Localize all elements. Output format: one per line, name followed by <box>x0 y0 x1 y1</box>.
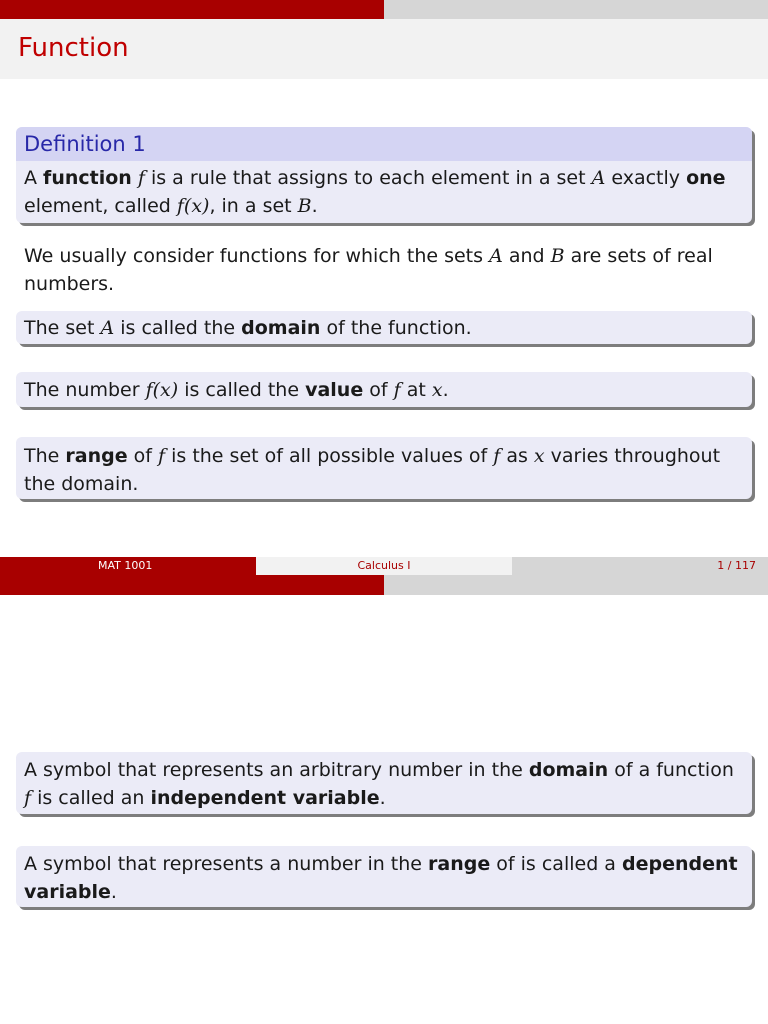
bold-range: range <box>65 445 128 467</box>
footer-title <box>256 557 512 575</box>
math-f: f <box>137 167 145 189</box>
footer-title-label: Calculus I <box>357 559 411 572</box>
page-title: Function <box>18 33 129 63</box>
math-x: x <box>431 379 443 401</box>
math-A: A <box>100 317 115 339</box>
math-A: A <box>489 245 503 267</box>
math-fx: f(x) <box>176 195 210 217</box>
text: A symbol that represents an arbitrary number in the <box>24 759 529 781</box>
footer-course <box>0 557 256 575</box>
text: . <box>379 787 386 809</box>
range-block <box>16 437 752 499</box>
value-block <box>16 372 752 407</box>
text: at <box>400 379 432 401</box>
bold-variable: variable <box>24 881 111 903</box>
text: The number <box>24 379 146 401</box>
footer-bar-red <box>0 575 384 595</box>
frame-title-bar <box>0 19 768 79</box>
dependent-variable-block <box>16 846 752 907</box>
text: numbers. <box>24 273 115 295</box>
text: The set <box>24 317 101 339</box>
footer-page <box>512 557 768 575</box>
bold-function: function <box>43 167 132 189</box>
text: of the function. <box>320 317 472 339</box>
math-B: B <box>297 195 312 217</box>
bold-one: one <box>686 167 726 189</box>
text: is called the <box>114 317 242 339</box>
bold-domain: domain <box>241 317 321 339</box>
bold-value: value <box>305 379 364 401</box>
bold-domain: domain <box>528 759 609 781</box>
text: is called the <box>178 379 306 401</box>
math-x: x <box>533 445 545 467</box>
bold-range: range <box>428 853 491 875</box>
top-bar <box>0 0 768 19</box>
text: We usually consider functions for which the sets <box>24 245 490 267</box>
domain-block <box>16 311 752 344</box>
math-f: f <box>493 445 501 467</box>
text: and <box>502 245 551 267</box>
definition-block <box>16 127 752 223</box>
slide-2 <box>0 595 768 1024</box>
text: . <box>311 195 318 217</box>
text: . <box>442 379 449 401</box>
text: varies throughout <box>544 445 721 467</box>
text: the domain. <box>24 473 139 495</box>
independent-body <box>16 752 752 818</box>
slide-footer <box>0 557 768 595</box>
text: element, called <box>24 195 177 217</box>
text: of <box>127 445 159 467</box>
top-bar-red <box>0 0 384 19</box>
range-body <box>16 437 752 504</box>
text: A <box>24 167 44 189</box>
dependent-body <box>16 846 752 912</box>
footer-bar-grey <box>384 575 768 595</box>
text: is the set of all possible values of <box>165 445 494 467</box>
footer-page-number: 1 / 117 <box>717 559 756 572</box>
math-A: A <box>591 167 606 189</box>
math-f: f <box>24 787 32 809</box>
math-fx: f(x) <box>145 379 179 401</box>
text: The <box>24 445 66 467</box>
text: is a rule that assigns to each element in a set <box>144 167 592 189</box>
bold-dependent: dependent <box>621 853 738 875</box>
text: exactly <box>605 167 687 189</box>
footer-course-label: MAT 1001 <box>98 559 153 572</box>
text: . <box>110 881 117 903</box>
top-bar-grey <box>384 0 768 19</box>
math-f: f <box>393 379 401 401</box>
sets-paragraph <box>24 242 744 298</box>
independent-variable-block <box>16 752 752 814</box>
value-body <box>16 372 752 410</box>
math-B: B <box>550 245 565 267</box>
text: are sets of real <box>564 245 713 267</box>
text: , in a set <box>209 195 298 217</box>
text: is called an <box>31 787 151 809</box>
text: as <box>500 445 534 467</box>
math-f: f <box>158 445 166 467</box>
bold-independent-variable: independent variable <box>150 787 380 809</box>
domain-body <box>16 311 752 348</box>
definition-body <box>16 161 752 226</box>
text: of <box>363 379 394 401</box>
text: of a function <box>608 759 734 781</box>
text: A symbol that represents a number in the <box>24 853 429 875</box>
text: of is called a <box>490 853 622 875</box>
definition-header: Definition 1 <box>16 127 752 161</box>
